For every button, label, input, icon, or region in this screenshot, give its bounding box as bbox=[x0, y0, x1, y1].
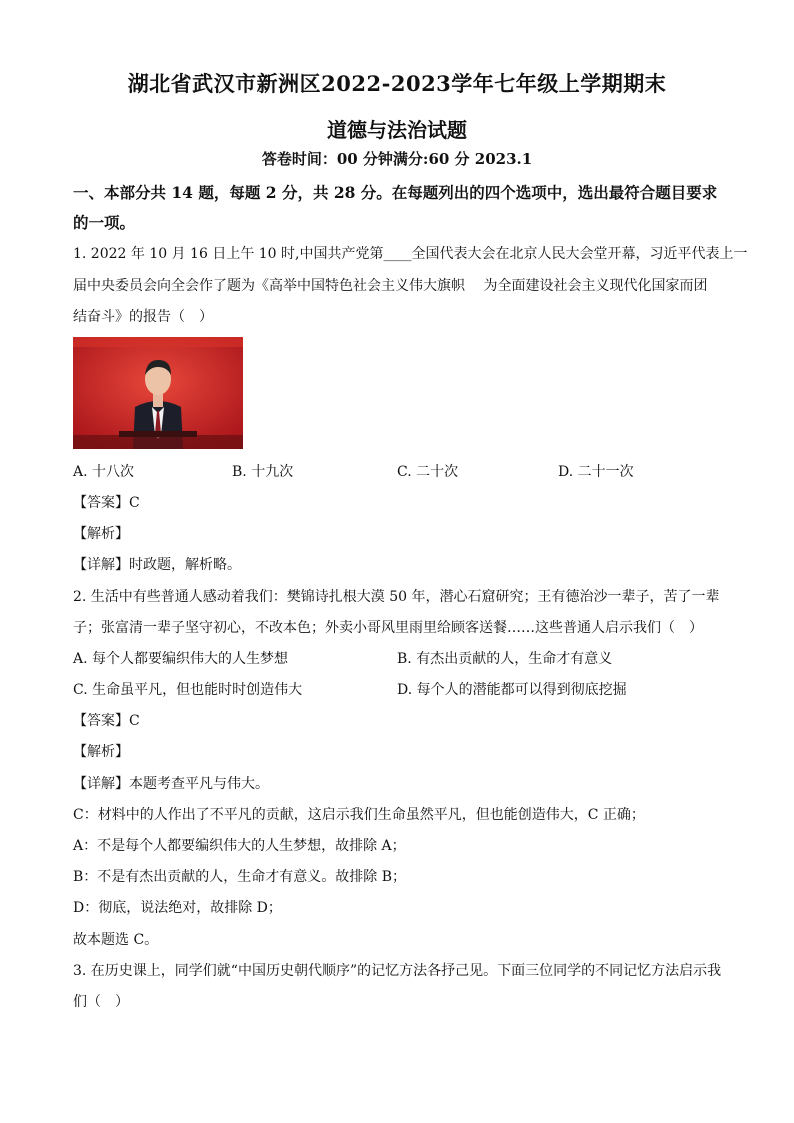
exam-info: 答卷时间：00 分钟满分:60 分 2023.1 bbox=[261, 150, 533, 168]
q2-stem-line2: 子；张富清一辈子坚守初心，不改本色；外卖小哥风里雨里给顾客送餐……这些普通人启示我们（ ） bbox=[73, 620, 703, 636]
q1-detail: 【详解】时政题，解析略。 bbox=[73, 557, 241, 573]
page-title: 湖北省武汉市新洲区2022-2023学年七年级上学期期末 bbox=[127, 71, 667, 96]
q2-answer: 【答案】C bbox=[73, 713, 140, 729]
q2-explain-a: A：不是每个人都要编织伟大的人生梦想，故排除 A； bbox=[73, 838, 406, 854]
q2-option-a: A. 每个人都要编织伟大的人生梦想 bbox=[73, 651, 289, 667]
q3-stem-line2: 们（ ） bbox=[73, 994, 129, 1010]
section-instruction-cont: 的一项。 bbox=[73, 213, 136, 232]
q1-analysis: 【解析】 bbox=[73, 526, 129, 542]
q2-explain-b: B：不是有杰出贡献的人，生命才有意义。故排除 B； bbox=[73, 869, 407, 885]
q1-option-d: D. 二十一次 bbox=[558, 464, 634, 480]
q2-option-b: B. 有杰出贡献的人，生命才有意义 bbox=[397, 651, 613, 667]
section-instruction: 一、本部分共 14 题，每题 2 分，共 28 分。在每题列出的四个选项中，选出最符合题目要求 bbox=[73, 183, 718, 202]
q2-explain-d: D：彻底，说法绝对，故排除 D； bbox=[73, 900, 282, 916]
q2-analysis: 【解析】 bbox=[73, 744, 129, 760]
q2-conclusion: 故本题选 C。 bbox=[73, 932, 159, 948]
q2-option-d: D. 每个人的潜能都可以得到彻底挖掘 bbox=[397, 682, 627, 698]
q2-stem-line1: 2. 生活中有些普通人感动着我们：樊锦诗扎根大漠 50 年，潜心石窟研究；王有德治沙一辈子，苦了一辈 bbox=[73, 589, 720, 605]
speaker-photo bbox=[73, 337, 243, 449]
q2-explain-c: C：材料中的人作出了不平凡的贡献，这启示我们生命虽然平凡，但也能创造伟大，C 正确； bbox=[73, 807, 645, 823]
q3-stem-line1: 3. 在历史课上，同学们就“中国历史朝代顺序”的记忆方法各抒己见。下面三位同学的不同记忆方法启示我 bbox=[73, 963, 722, 979]
q1-option-a: A. 十八次 bbox=[73, 464, 135, 480]
q1-stem-line3: 结奋斗》的报告（ ） bbox=[73, 309, 213, 325]
q1-option-b: B. 十九次 bbox=[232, 464, 294, 480]
q1-option-c: C. 二十次 bbox=[397, 464, 459, 480]
q1-answer: 【答案】C bbox=[73, 495, 140, 511]
page-subtitle: 道德与法治试题 bbox=[327, 118, 467, 142]
q2-detail: 【详解】本题考查平凡与伟大。 bbox=[73, 776, 269, 792]
q1-stem-line1: 1. 2022 年 10 月 16 日上午 10 时,中国共产党第____全国代表大会在北京人民大会堂开幕，习近平代表上一 bbox=[73, 246, 748, 262]
q2-option-c: C. 生命虽平凡，但也能时时创造伟大 bbox=[73, 682, 303, 698]
q1-stem-line2: 届中央委员会向全会作了题为《高举中国特色社会主义伟大旗帜 为全面建设社会主义现代化国家而团 bbox=[73, 278, 708, 294]
